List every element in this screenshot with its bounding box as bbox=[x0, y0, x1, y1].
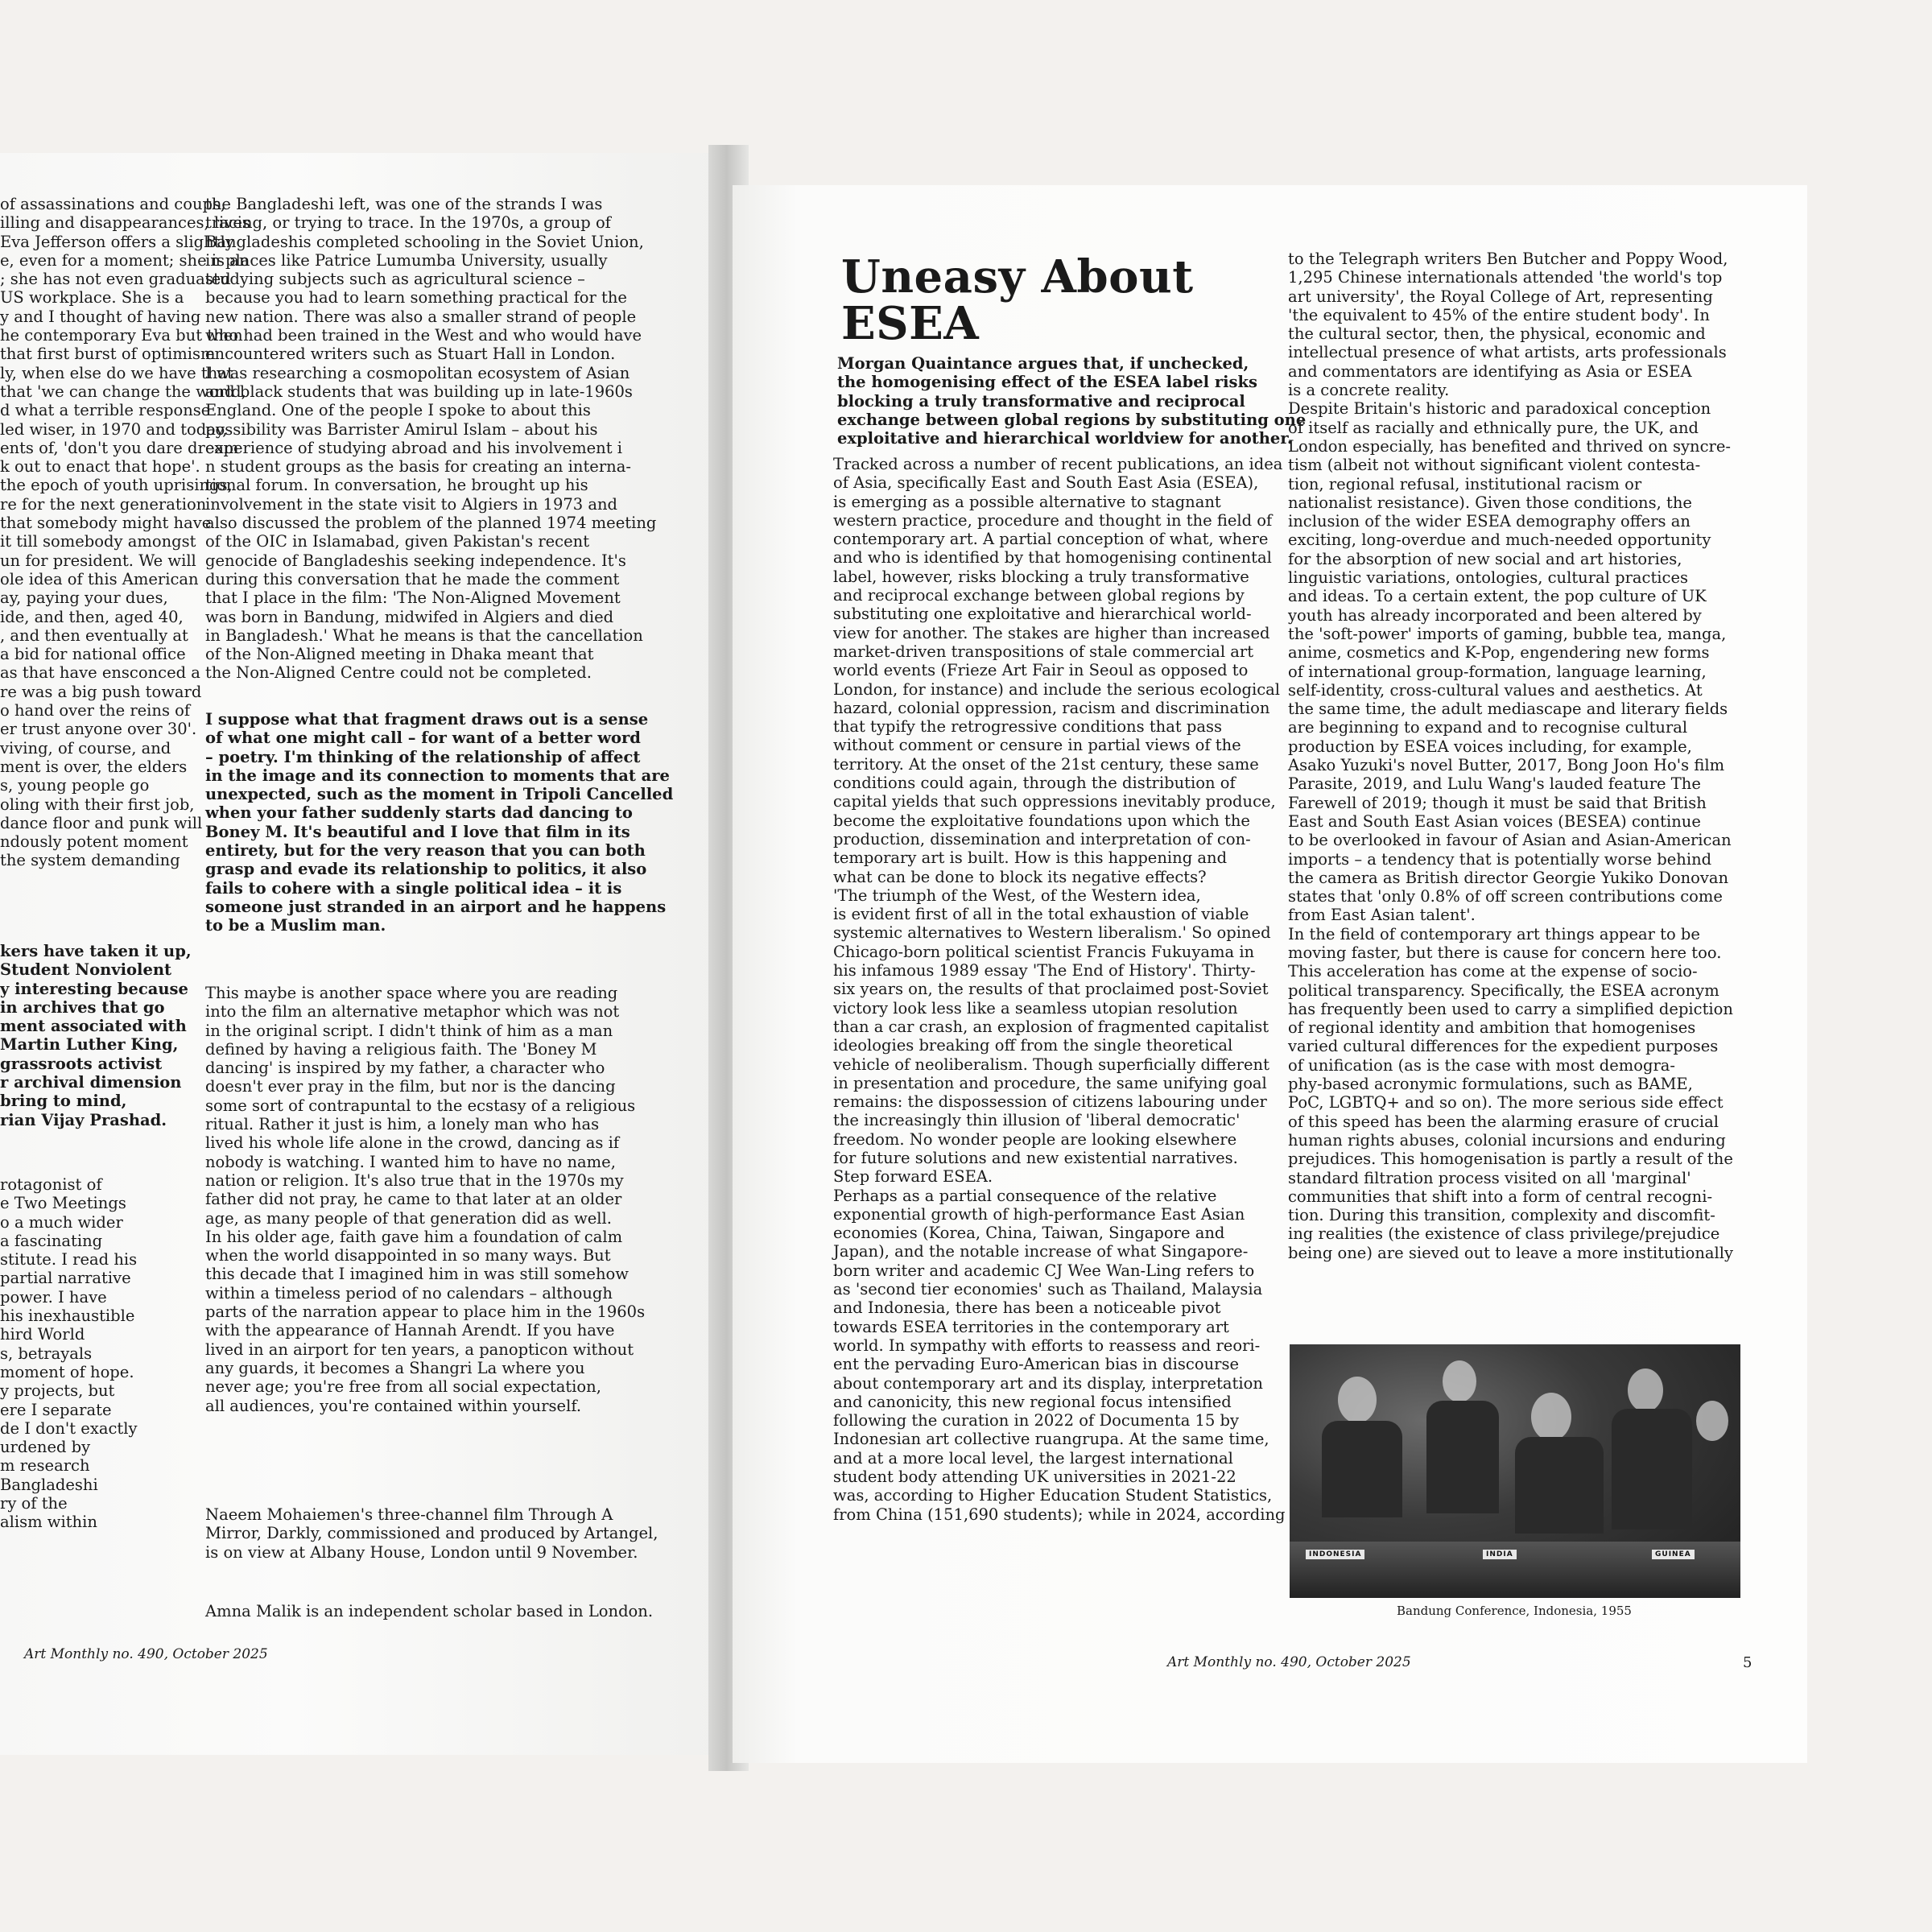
text-line: tion. During this transition, complexity and discomfit- bbox=[1288, 1206, 1715, 1225]
text-line: are beginning to expand and to recognise cultural bbox=[1288, 718, 1688, 737]
text-line: of itself as racially and ethnically pure, the UK, and bbox=[1288, 418, 1699, 437]
left-footer: Art Monthly no. 490, October 2025 bbox=[24, 1646, 268, 1662]
photo-sign-guinea: GUINEA bbox=[1652, 1550, 1695, 1559]
text-line: dancing' is inspired by my father, a character who bbox=[205, 1059, 605, 1078]
text-line: and who is identified by that homogenising continental bbox=[833, 548, 1272, 568]
text-line: y and I thought of having bbox=[0, 307, 201, 326]
right-footer: Art Monthly no. 490, October 2025 bbox=[1167, 1654, 1411, 1670]
text-line: nationalist resistance). Given those conditions, the bbox=[1288, 493, 1692, 512]
text-line: Indonesian art collective ruangrupa. At the same time, bbox=[833, 1430, 1269, 1449]
text-line: n student groups as the basis for creating an interna- bbox=[205, 457, 631, 477]
text-line: never age; you're free from all social expectation, bbox=[205, 1377, 601, 1397]
text-line: of assassinations and coups, bbox=[0, 195, 226, 213]
text-line: view for another. The stakes are higher than increased bbox=[833, 623, 1270, 642]
text-line: e, even for a moment; she is an bbox=[0, 250, 250, 270]
text-line: parts of the narration appear to place him in the 1960s bbox=[205, 1302, 646, 1322]
text-line: this decade that I imagined him in was still somehow bbox=[205, 1265, 629, 1284]
text-line: as that have ensconced a bbox=[0, 663, 200, 683]
text-line: blocking a truly transformative and reciprocal bbox=[837, 391, 1245, 411]
text-line: was, according to Higher Education Student Statistics, bbox=[833, 1486, 1273, 1505]
left-column-2-film-credit bbox=[205, 1505, 704, 1562]
text-line: new nation. There was also a smaller strand of people bbox=[205, 307, 637, 326]
text-line: systemic alternatives to Western liberalism.' So opined bbox=[833, 923, 1271, 943]
text-line: ndously potent moment bbox=[0, 832, 188, 852]
left-column-2-bold-question bbox=[205, 710, 704, 935]
text-line: of the Non-Aligned meeting in Dhaka meant that bbox=[205, 645, 594, 664]
article-standfirst bbox=[837, 354, 1307, 448]
text-line: economies (Korea, China, Taiwan, Singapore and bbox=[833, 1224, 1225, 1243]
text-line: and Indonesia, there has been a noticeable pivot bbox=[833, 1298, 1221, 1318]
text-line: for future solutions and new existential narratives. bbox=[833, 1148, 1238, 1167]
photo-caption: Bandung Conference, Indonesia, 1955 bbox=[1397, 1604, 1632, 1618]
text-line: also discussed the problem of the planned 1974 meeting bbox=[205, 514, 657, 533]
text-line: anime, cosmetics and K-Pop, engendering new forms bbox=[1288, 643, 1710, 663]
text-line: become the exploitative foundations upon which the bbox=[833, 811, 1250, 830]
text-line: western practice, procedure and thought in the field of bbox=[833, 510, 1273, 530]
text-line: lived in an airport for ten years, a panopticon without bbox=[205, 1340, 634, 1359]
text-line: unexpected, such as the moment in Tripoli Cancelled bbox=[205, 785, 674, 804]
left-column-2-text bbox=[205, 195, 704, 683]
text-line: exponential growth of high-performance East Asian bbox=[833, 1204, 1245, 1224]
text-line: Boney M. It's beautiful and I love that film in its bbox=[205, 822, 630, 841]
text-line: vehicle of neoliberalism. Though superficially different bbox=[833, 1055, 1269, 1074]
text-line: born writer and academic CJ Wee Wan-Ling refers to bbox=[833, 1261, 1255, 1280]
text-line: This acceleration has come at the expense of socio- bbox=[1288, 962, 1698, 981]
text-line: youth has already incorporated and been altered by bbox=[1288, 605, 1702, 625]
text-line: capital yields that such oppressions inevitably produce, bbox=[833, 792, 1276, 811]
text-line: a fascinating bbox=[0, 1231, 103, 1250]
text-line: towards ESEA territories in the contemporary art bbox=[833, 1317, 1229, 1336]
text-line: encountered writers such as Stuart Hall in London. bbox=[205, 345, 616, 364]
text-line: exchange between global regions by substituting one bbox=[837, 410, 1307, 429]
photo-sign-india: INDIA bbox=[1483, 1550, 1517, 1559]
text-line: k out to enact that hope'. bbox=[0, 457, 200, 477]
text-line: s, young people go bbox=[0, 776, 150, 795]
text-line: because you had to learn something practical for the bbox=[205, 288, 627, 308]
text-line: ole idea of this American bbox=[0, 569, 199, 588]
text-line: fails to cohere with a single political idea – it is bbox=[205, 878, 622, 898]
text-line: ing realities (the existence of class privilege/prejudice bbox=[1288, 1224, 1720, 1244]
text-line: moment of hope. bbox=[0, 1362, 134, 1381]
text-line: exploitative and hierarchical worldview for another. bbox=[837, 429, 1293, 448]
text-line: and canonicity, this new regional focus intensified bbox=[833, 1392, 1232, 1411]
text-line: his inexhaustible bbox=[0, 1307, 135, 1326]
text-line: alism within bbox=[0, 1513, 97, 1532]
text-line: r archival dimension bbox=[0, 1073, 182, 1092]
text-line: Step forward ESEA. bbox=[833, 1167, 993, 1187]
text-line: with the appearance of Hannah Arendt. If you have bbox=[205, 1321, 615, 1340]
text-line: remains: the dispossession of citizens labouring under bbox=[833, 1092, 1267, 1112]
text-line: what can be done to block its negative effects? bbox=[833, 867, 1207, 886]
text-line: of Asia, specifically East and South East Asia (ESEA), bbox=[833, 473, 1259, 493]
text-line: Student Nonviolent bbox=[0, 960, 172, 980]
text-line: hazard, colonial oppression, racism and discrimination bbox=[833, 698, 1270, 717]
text-line: de I don't exactly bbox=[0, 1418, 138, 1438]
text-line: during this conversation that he made the comment bbox=[205, 569, 620, 588]
text-line: PoC, LGBTQ+ and so on). The more serious side effect bbox=[1288, 1093, 1724, 1113]
text-line: any guards, it becomes a Shangri La where you bbox=[205, 1358, 585, 1377]
text-line: power. I have bbox=[0, 1287, 107, 1307]
text-line: Tracked across a number of recent publications, an idea bbox=[833, 455, 1283, 473]
text-line: his infamous 1989 essay 'The End of History'. Thirty- bbox=[833, 961, 1256, 980]
text-line: possibility was Barrister Amirul Islam – about his bbox=[205, 419, 598, 439]
text-line: in archives that go bbox=[0, 997, 165, 1017]
text-line: and at a more local level, the largest international bbox=[833, 1448, 1233, 1468]
text-line: student body attending UK universities in 2021-22 bbox=[833, 1468, 1236, 1487]
text-line: nation or religion. It's also true that in the 1970s my bbox=[205, 1170, 624, 1190]
text-line: ents of, 'don't you dare dream bbox=[0, 438, 239, 457]
text-line: Bangladeshis completed schooling in the Soviet Union, bbox=[205, 232, 644, 251]
text-line: of unification (as is the case with most demogra- bbox=[1288, 1055, 1676, 1075]
text-line: ay, paying your dues, bbox=[0, 588, 168, 608]
text-line: ly, when else do we have that bbox=[0, 363, 233, 382]
text-line: than a car crash, an explosion of fragmented capitalist bbox=[833, 1017, 1269, 1036]
text-line: experience of studying abroad and his involvement i bbox=[205, 438, 622, 457]
text-line: of international group-formation, language learning, bbox=[1288, 662, 1707, 681]
text-line: standard filtration process visited on all 'marginal' bbox=[1288, 1168, 1691, 1187]
text-line: as 'second tier economies' such as Thailand, Malaysia bbox=[833, 1280, 1263, 1299]
text-line: was born in Bandung, midwifed in Algiers and died bbox=[205, 607, 614, 626]
text-line: in the image and its connection to moments that are bbox=[205, 766, 670, 785]
text-line: of regional identity and ambition that homogenises bbox=[1288, 1018, 1696, 1038]
text-line: nobody is watching. I wanted him to have no name, bbox=[205, 1152, 616, 1171]
text-line: that somebody might have bbox=[0, 514, 212, 533]
text-line: tion, regional refusal, institutional racism or bbox=[1288, 474, 1642, 493]
text-line: world events (Frieze Art Fair in Seoul as opposed to bbox=[833, 661, 1249, 680]
text-line: the cultural sector, then, the physical, economic and bbox=[1288, 324, 1706, 344]
text-line: s, betrayals bbox=[0, 1344, 93, 1363]
text-line: tional forum. In conversation, he brought up his bbox=[205, 476, 588, 495]
text-line: and reciprocal exchange between global regions by bbox=[833, 586, 1245, 605]
text-line: Martin Luther King, bbox=[0, 1035, 179, 1055]
text-line: Mirror, Darkly, commissioned and produced by Artangel, bbox=[205, 1524, 658, 1543]
text-line: the epoch of youth uprisings, bbox=[0, 476, 233, 495]
text-line: East and South East Asian voices (BESEA) continue bbox=[1288, 811, 1701, 831]
text-line: oling with their first job, bbox=[0, 795, 195, 814]
text-line: m research bbox=[0, 1456, 90, 1476]
text-line: the Bangladeshi left, was one of the strands I was bbox=[205, 195, 603, 213]
text-line: exciting, long-overdue and much-needed opportunity bbox=[1288, 530, 1711, 550]
text-line: e Two Meetings bbox=[0, 1194, 126, 1213]
left-column-2-answer bbox=[205, 984, 704, 1415]
text-line: tism (albeit not without significant violent contesta- bbox=[1288, 456, 1701, 475]
text-line: Morgan Quaintance argues that, if unchecked, bbox=[837, 354, 1249, 373]
text-line: varied cultural differences for the expedient purposes bbox=[1288, 1037, 1719, 1056]
text-line: rian Vijay Prashad. bbox=[0, 1110, 167, 1129]
page-number: 5 bbox=[1743, 1654, 1752, 1671]
text-line: Perhaps as a partial consequence of the relative bbox=[833, 1186, 1217, 1205]
text-line: all audiences, you're contained within yourself. bbox=[205, 1396, 582, 1415]
text-line: of the OIC in Islamabad, given Pakistan's recent bbox=[205, 532, 590, 551]
left-page bbox=[0, 153, 729, 1755]
text-line: o a much wider bbox=[0, 1212, 123, 1232]
text-line: illing and disappearances, lives bbox=[0, 213, 250, 233]
text-line: has frequently been used to carry a simplified depiction bbox=[1288, 999, 1733, 1018]
text-line: stitute. I read his bbox=[0, 1250, 138, 1269]
left-column-1-bottom bbox=[0, 1175, 153, 1532]
text-line: kers have taken it up, bbox=[0, 942, 192, 960]
text-line: ry of the bbox=[0, 1494, 68, 1513]
article-title bbox=[841, 250, 1194, 350]
text-line: dance floor and punk will bbox=[0, 813, 203, 832]
text-line: involvement in the state visit to Algiers in 1973 and bbox=[205, 494, 618, 514]
text-line: six years on, the results of that proclaimed post-Soviet bbox=[833, 980, 1269, 999]
text-line: inclusion of the wider ESEA demography offers an bbox=[1288, 512, 1690, 531]
text-line: production, dissemination and interpretation of con- bbox=[833, 829, 1251, 848]
text-line: father did not pray, he came to that later at an older bbox=[205, 1190, 622, 1209]
text-line: in places like Patrice Lumumba University, usually bbox=[205, 250, 608, 270]
text-line: someone just stranded in an airport and he happens bbox=[205, 897, 667, 916]
text-line: London especially, has benefited and thrived on syncre- bbox=[1288, 436, 1731, 456]
text-line: ideologies breaking off from the single theoretical bbox=[833, 1036, 1233, 1055]
text-line: political transparency. Specifically, the ESEA acronym bbox=[1288, 980, 1719, 1000]
text-line: led wiser, in 1970 and today, bbox=[0, 419, 228, 439]
article-column-1 bbox=[833, 455, 1286, 1524]
text-line: age, as many people of that generation did as well. bbox=[205, 1208, 612, 1228]
text-line: viving, of course, and bbox=[0, 738, 171, 758]
text-line: partial narrative bbox=[0, 1269, 131, 1288]
text-line: in the original script. I didn't think of him as a man bbox=[205, 1021, 613, 1040]
text-line: ide, and then, aged 40, bbox=[0, 607, 184, 626]
text-line: phy-based acronymic formulations, such as BAME, bbox=[1288, 1075, 1693, 1094]
text-line: y projects, but bbox=[0, 1381, 115, 1401]
text-line: lived his whole life alone in the crowd, dancing as if bbox=[205, 1133, 620, 1153]
text-line: states that 'only 0.8% of off screen contributions come bbox=[1288, 887, 1723, 906]
text-line: substituting one exploitative and hierarchical world- bbox=[833, 605, 1252, 624]
text-line: that 'we can change the world, bbox=[0, 382, 246, 401]
article-title-line-1: Uneasy About bbox=[841, 250, 1194, 303]
text-line: from East Asian talent'. bbox=[1288, 906, 1476, 925]
text-line: US workplace. She is a bbox=[0, 288, 184, 308]
text-line: conditions could again, through the distribution of bbox=[833, 774, 1236, 793]
text-line: market-driven transpositions of stale commercial art bbox=[833, 642, 1254, 661]
text-line: the system demanding bbox=[0, 851, 180, 870]
text-line: production by ESEA voices including, for example, bbox=[1288, 737, 1692, 756]
text-line: England. One of the people I spoke to about this bbox=[205, 401, 591, 420]
text-line: contemporary art. A partial conception of what, where bbox=[833, 530, 1269, 549]
text-line: the increasingly thin illusion of 'liberal democratic' bbox=[833, 1111, 1241, 1130]
text-line: ment is over, the elders bbox=[0, 757, 188, 776]
text-line: communities that shift into a form of central recogni- bbox=[1288, 1187, 1713, 1206]
text-line: Despite Britain's historic and paradoxical conception bbox=[1288, 399, 1711, 419]
text-line: within a timeless period of no calendars – although bbox=[205, 1283, 613, 1302]
text-line: London, for instance) and include the serious ecological bbox=[833, 679, 1281, 699]
text-line: Parasite, 2019, and Lulu Wang's lauded feature The bbox=[1288, 774, 1701, 794]
text-line: I suppose what that fragment draws out is a sense bbox=[205, 710, 649, 729]
text-line: re for the next generation bbox=[0, 494, 207, 514]
text-line: art university', the Royal College of Art, representing bbox=[1288, 287, 1713, 306]
text-line: Chicago-born political scientist Francis Fukuyama in bbox=[833, 942, 1255, 961]
text-line: the same time, the adult mediascape and literary fields bbox=[1288, 700, 1728, 719]
text-line: some sort of contrapuntal to the ecstasy of a religious bbox=[205, 1096, 636, 1115]
text-line: moving faster, but there is cause for concern here too. bbox=[1288, 943, 1722, 962]
text-line: intellectual presence of what artists, arts professionals bbox=[1288, 343, 1727, 362]
text-line: imports – a tendency that is potentially worse behind bbox=[1288, 849, 1712, 869]
text-line: genocide of Bangladeshis seeking independence. It's bbox=[205, 551, 626, 570]
text-line: it till somebody amongst bbox=[0, 532, 196, 551]
text-line: the homogenising effect of the ESEA label risks bbox=[837, 373, 1258, 392]
text-line: This maybe is another space where you are reading bbox=[205, 984, 618, 1002]
text-line: doesn't ever pray in the film, but nor is the dancing bbox=[205, 1077, 616, 1096]
text-line: tracing, or trying to trace. In the 1970s, a group of bbox=[205, 213, 611, 233]
text-line: grassroots activist bbox=[0, 1054, 163, 1073]
text-line: Bangladeshi bbox=[0, 1475, 98, 1494]
bandung-conference-photo bbox=[1290, 1344, 1740, 1598]
text-line: without comment or censure in partial views of the bbox=[833, 736, 1241, 755]
text-line: Asako Yuzuki's novel Butter, 2017, Bong Joon Ho's film bbox=[1288, 756, 1725, 775]
text-line: ere I separate bbox=[0, 1400, 112, 1419]
text-line: ent the pervading Euro-American bias in discourse bbox=[833, 1355, 1239, 1374]
text-line: Japan), and the notable increase of what Singapore- bbox=[833, 1242, 1249, 1261]
text-line: and black students that was building up in late-1960s bbox=[205, 382, 633, 401]
article-title-line-2: ESEA bbox=[841, 297, 980, 350]
text-line: about contemporary art and its display, interpretation bbox=[833, 1373, 1263, 1393]
text-line: , and then eventually at bbox=[0, 625, 188, 645]
text-line: of this speed has been the alarming erasure of crucial bbox=[1288, 1112, 1719, 1131]
text-line: is emerging as a possible alternative to stagnant bbox=[833, 492, 1221, 511]
text-line: label, however, risks blocking a truly transformative bbox=[833, 567, 1249, 586]
text-line: 'the equivalent to 45% of the entire student body'. In bbox=[1288, 305, 1710, 324]
text-line: linguistic variations, ontologies, cultural practices bbox=[1288, 568, 1689, 588]
text-line: in Bangladesh.' What he means is that the cancellation bbox=[205, 625, 643, 645]
text-line: I was researching a cosmopolitan ecosystem of Asian bbox=[205, 363, 630, 382]
text-line: the camera as British director Georgie Yukiko Donovan bbox=[1288, 868, 1729, 887]
text-line: is evident first of all in the total exhaustion of viable bbox=[833, 905, 1249, 924]
text-line: y interesting because bbox=[0, 979, 188, 998]
text-line: that first burst of optimism bbox=[0, 345, 216, 364]
text-line: 'The triumph of the West, of the Western idea, bbox=[833, 886, 1201, 905]
text-line: hird World bbox=[0, 1325, 85, 1344]
text-line: world. In sympathy with efforts to reassess and reori- bbox=[833, 1335, 1261, 1355]
right-page bbox=[733, 185, 1807, 1763]
text-line: ritual. Rather it just is him, a lonely man who has bbox=[205, 1115, 600, 1134]
text-line: for the absorption of new social and art histories, bbox=[1288, 549, 1682, 568]
text-line: ment associated with bbox=[0, 1017, 187, 1036]
text-line: prejudices. This homogenisation is partly a result of the bbox=[1288, 1150, 1733, 1169]
photo-sign-indonesia: INDONESIA bbox=[1306, 1550, 1364, 1559]
text-line: from China (151,690 students); while in 2024, according bbox=[833, 1505, 1286, 1524]
text-line: self-identity, cross-cultural values and aesthetics. At bbox=[1288, 680, 1703, 700]
text-line: the Non-Aligned Centre could not be completed. bbox=[205, 663, 592, 683]
text-line: of what one might call – for want of a better word bbox=[205, 729, 641, 748]
text-line: is a concrete reality. bbox=[1288, 381, 1450, 400]
text-line: ; she has not even graduated bbox=[0, 270, 231, 289]
text-line: grasp and evade its relationship to politics, it also bbox=[205, 860, 647, 879]
text-line: when your father suddenly starts dad dancing to bbox=[205, 803, 633, 823]
text-line: following the curation in 2022 of Documenta 15 by bbox=[833, 1411, 1240, 1430]
text-line: In his older age, faith gave him a foundation of calm bbox=[205, 1227, 623, 1246]
text-line: bring to mind, bbox=[0, 1092, 127, 1111]
text-line: – poetry. I'm thinking of the relationship of affect bbox=[205, 747, 641, 766]
text-line: to the Telegraph writers Ben Butcher and Poppy Wood, bbox=[1288, 250, 1728, 268]
text-line: that typify the retrogressive conditions that pass bbox=[833, 717, 1222, 737]
text-line: urdened by bbox=[0, 1438, 91, 1457]
text-line: and ideas. To a certain extent, the pop culture of UK bbox=[1288, 587, 1707, 606]
text-line: he contemporary Eva but then bbox=[0, 326, 243, 345]
text-line: d what a terrible response bbox=[0, 401, 211, 420]
article-column-2 bbox=[1288, 250, 1739, 1262]
text-line: that I place in the film: 'The Non-Aligned Movement bbox=[205, 588, 621, 608]
text-line: Naeem Mohaiemen's three-channel film Through A bbox=[205, 1505, 613, 1524]
text-line: studying subjects such as agricultural science – bbox=[205, 270, 585, 289]
text-line: is on view at Albany House, London until 9 November. bbox=[205, 1542, 638, 1562]
text-line: human rights abuses, colonial incursions and enduring bbox=[1288, 1130, 1726, 1150]
text-line: who had been trained in the West and who would have bbox=[205, 326, 642, 345]
text-line: un for president. We will bbox=[0, 551, 196, 570]
text-line: Farewell of 2019; though it must be said that British bbox=[1288, 793, 1707, 812]
text-line: the 'soft-power' imports of gaming, bubble tea, manga, bbox=[1288, 624, 1727, 643]
text-line: defined by having a religious faith. The 'Boney M bbox=[205, 1039, 597, 1059]
left-column-2-author-bio bbox=[205, 1602, 704, 1620]
text-line: freedom. No wonder people are looking elsewhere bbox=[833, 1129, 1237, 1149]
text-line: Amna Malik is an independent scholar based in London. bbox=[205, 1602, 654, 1620]
text-line: temporary art is built. How is this happening and bbox=[833, 848, 1228, 868]
text-line: to be overlooked in favour of Asian and Asian-American bbox=[1288, 831, 1732, 850]
text-line: re was a big push toward bbox=[0, 682, 202, 701]
text-line: Eva Jefferson offers a slightly bbox=[0, 232, 234, 251]
text-line: o hand over the reins of bbox=[0, 701, 191, 720]
text-line: in presentation and procedure, the same unifying goal bbox=[833, 1073, 1267, 1092]
text-line: er trust anyone over 30'. bbox=[0, 720, 197, 739]
text-line: entirety, but for the very reason that you can both bbox=[205, 841, 646, 861]
left-column-1-bold bbox=[0, 942, 192, 1129]
text-line: into the film an alternative metaphor which was not bbox=[205, 1002, 620, 1022]
text-line: when the world disappointed in so many ways. But bbox=[205, 1246, 611, 1265]
text-line: and commentators are identifying as Asia or ESEA bbox=[1288, 361, 1692, 381]
text-line: a bid for national office bbox=[0, 645, 186, 664]
text-line: being one) are sieved out to leave a more institutionally bbox=[1288, 1243, 1733, 1262]
text-line: rotagonist of bbox=[0, 1175, 102, 1194]
text-line: territory. At the onset of the 21st century, these same bbox=[833, 754, 1259, 774]
text-line: victory look less like a seamless utopian resolution bbox=[833, 998, 1238, 1018]
text-line: In the field of contemporary art things appear to be bbox=[1288, 924, 1700, 943]
text-line: 1,295 Chinese internationals attended 'the world's top bbox=[1288, 268, 1723, 287]
text-line: to be a Muslim man. bbox=[205, 916, 386, 935]
